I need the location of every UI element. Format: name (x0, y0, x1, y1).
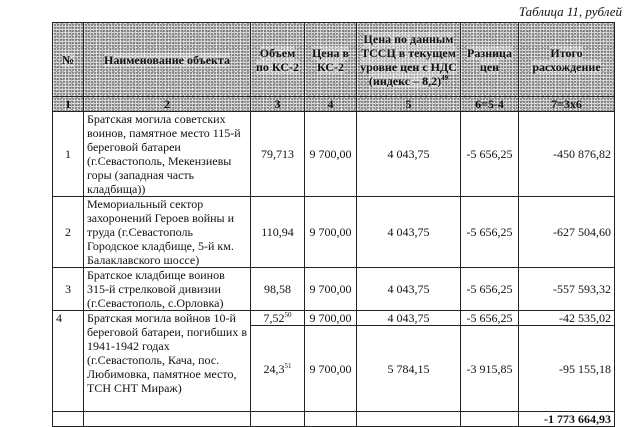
row-number: 3 (53, 268, 84, 311)
tsscc-price-cell: 4 043,75 (357, 112, 461, 197)
table-row (53, 268, 615, 311)
price-cell: 9 700,00 (305, 268, 357, 311)
header-result: Итого расхождение (519, 23, 615, 97)
total-cell: -42 535,02 (519, 311, 615, 326)
colnum-5: 5 (357, 97, 461, 112)
total-cell: -450 876,82 (519, 112, 615, 197)
volume-cell: 98,58 (251, 268, 305, 311)
total-cell: -627 504,60 (519, 197, 615, 268)
colnum-1: 1 (53, 97, 84, 112)
colnum-6: 6=5-4 (461, 97, 519, 112)
row-number: 4 (53, 311, 84, 412)
price-cell: 9 700,00 (305, 197, 357, 268)
empty-cell (461, 412, 519, 427)
tsscc-price-cell: 5 784,15 (357, 326, 461, 412)
empty-cell (53, 412, 84, 427)
table-caption: Таблица 11, рублей (518, 4, 622, 19)
table-row (53, 311, 615, 326)
diff-cell: -5 656,25 (461, 268, 519, 311)
row-number: 1 (53, 112, 84, 197)
footnote-ref: 49 (441, 73, 449, 82)
diff-cell: -3 915,85 (461, 326, 519, 412)
header-number: № (53, 23, 84, 97)
diff-cell: -5 656,25 (461, 197, 519, 268)
colnum-2: 2 (84, 97, 251, 112)
tsscc-price-cell: 4 043,75 (357, 311, 461, 326)
object-name-part-a: Братская могила войнов 10-й береговой батареи, погибших в 1941-1942 годах (87, 311, 248, 353)
empty-cell (251, 412, 305, 427)
footnote-ref: 51 (284, 361, 292, 370)
colnum-7: 7=3х6 (519, 97, 615, 112)
object-name: Мемориальный сектор захоронений Героев войны и труда (г.Севастополь Городское кладбище, 5-й км. Балаклавского шоссе) (84, 197, 251, 268)
footnote-ref: 50 (284, 311, 292, 319)
header-volume: Объем по КС-2 (251, 23, 305, 97)
column-number-row (53, 97, 615, 112)
header-name: Наименование объекта (84, 23, 251, 97)
volume-cell: 24,3$^{51}$ (251, 326, 305, 412)
grand-total: -1 773 664,93 (519, 412, 615, 427)
total-cell: -557 593,32 (519, 268, 615, 311)
object-name: Братская могила советских воинов, памятное место 115-й береговой батареи (г.Севастополь, Мекензиевы горы (западная часть кладбища)) (84, 112, 251, 197)
header-price-tsscc: Цена по данным ТССЦ в текущем уровне цен с НДС (индекс – 8,2)$^{49}$ (357, 23, 461, 97)
table-row (53, 112, 615, 197)
object-name-part-b: (г.Севастополь, Кача, пос. Любимовка, памятное место, ТСН СНТ Мираж) (87, 353, 237, 395)
diff-cell: -5 656,25 (461, 311, 519, 326)
object-name (84, 311, 251, 412)
volume-cell: 7,52$^{50}$ (251, 311, 305, 326)
header-diff: Разница цен (461, 23, 519, 97)
total-row (53, 412, 615, 427)
colnum-3: 3 (251, 97, 305, 112)
header-price-ks2: Цена в КС-2 (305, 23, 357, 97)
empty-cell (357, 412, 461, 427)
tsscc-price-cell: 4 043,75 (357, 197, 461, 268)
diff-cell: -5 656,25 (461, 112, 519, 197)
total-cell: -95 155,18 (519, 326, 615, 412)
tsscc-price-cell: 4 043,75 (357, 268, 461, 311)
empty-cell (84, 412, 251, 427)
empty-cell (305, 412, 357, 427)
price-cell: 9 700,00 (305, 112, 357, 197)
table-row (53, 197, 615, 268)
volume-cell: 79,713 (251, 112, 305, 197)
price-cell: 9 700,00 (305, 311, 357, 326)
volume-cell: 110,94 (251, 197, 305, 268)
header-row (53, 23, 615, 97)
discrepancy-table (52, 22, 615, 427)
row-number: 2 (53, 197, 84, 268)
object-name: Братское кладбище воинов 315-й стрелковой дивизии (г.Севастополь, с.Орловка) (84, 268, 251, 311)
price-cell: 9 700,00 (305, 326, 357, 412)
colnum-4: 4 (305, 97, 357, 112)
